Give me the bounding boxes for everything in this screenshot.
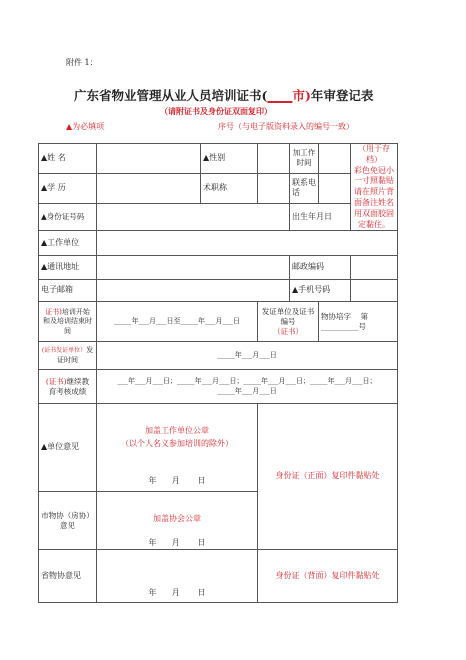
training-time-red: 证书)	[45, 307, 62, 316]
photo-note-3: 请在照片背面备注姓名	[354, 187, 394, 207]
id-number-label: ▲身份证号码	[39, 203, 97, 231]
serial-note: 序号（与电子版资料录入的编号一致）	[218, 122, 354, 131]
issue-date[interactable]: _____年___月___日	[97, 342, 398, 370]
cert-hao: __________号	[321, 321, 366, 331]
ce-label-text: 继续教	[66, 376, 90, 386]
issue-label: 发	[86, 346, 94, 355]
city-assoc-label	[39, 492, 97, 550]
issue-red: (证书发证单位）	[41, 347, 87, 355]
issue-label-2: 证时间	[57, 355, 78, 364]
training-time-label	[39, 302, 97, 342]
ce-label-text-2: 育考核成绩	[48, 386, 87, 396]
unit-seal-note-2: （以个人名义参加培训的除外）	[121, 439, 233, 449]
prov-assoc-label: 省物协意见	[39, 550, 97, 603]
email-value-cell[interactable]	[97, 280, 290, 302]
mobile-label: ▲手机号码	[290, 280, 351, 302]
gender-label: ▲性别	[201, 144, 258, 174]
photo-area	[351, 144, 398, 231]
ce-dates-line-1: ___年___月___日；_____年___月___日；_____年___月___日；_____年___月___日；	[117, 377, 377, 386]
issue-time-label	[39, 342, 97, 370]
training-time-text: 培训开始	[61, 307, 90, 316]
issuer-label-text: 发证单位及证书编号	[261, 306, 315, 326]
photo-note-4: 用双面胶固定黏住。	[354, 208, 394, 229]
issuer-label	[258, 302, 319, 342]
unit-opinion-label: ▲单位意见	[39, 404, 97, 492]
join-time-label: 加工作时间	[290, 144, 319, 174]
address-label: ▲通讯地址	[39, 256, 97, 280]
photo-note-2: 彩色免冠小一寸照黏贴	[354, 165, 394, 186]
id-number-value-cell[interactable]	[97, 203, 290, 231]
id-back-area: 身份证（背面）复印件黏贴处	[258, 550, 398, 603]
page-title	[74, 86, 373, 104]
issuer-red: （证书）	[273, 326, 303, 336]
required-note: ▲为必填项	[66, 122, 105, 131]
city-assoc-cell[interactable]	[97, 492, 258, 550]
id-front-area: 身份证（正面）复印件黏贴处	[258, 404, 398, 550]
name-value-cell[interactable]	[97, 144, 201, 174]
ce-dates-line-2: _____年___月___日	[217, 386, 277, 395]
ce-red: (证书)	[45, 376, 67, 386]
work-unit-value-cell[interactable]	[97, 231, 398, 256]
address-value-cell[interactable]	[97, 256, 290, 280]
name-label: ▲姓 名	[39, 144, 97, 174]
email-label: 电子邮箱	[39, 280, 97, 302]
unit-opinion-cell[interactable]	[97, 404, 258, 492]
title-city: 市	[292, 88, 305, 103]
cert-number[interactable]	[319, 302, 398, 342]
city-assoc-text: 市物协（房协）	[41, 510, 94, 520]
gender-value-cell[interactable]	[258, 144, 290, 174]
training-time-text-2: 和及培训结束时	[43, 317, 92, 326]
title-prefix: 广东省物业管理从业人员培训证书(	[74, 88, 268, 103]
city-assoc-date: 年 月 日	[148, 538, 206, 548]
attachment-label: 附件 1：	[66, 58, 98, 67]
unit-seal-note: 加盖工作单位公章	[145, 426, 209, 436]
mobile-value-cell[interactable]	[351, 280, 398, 302]
phone-value-cell[interactable]	[319, 173, 351, 203]
title-suffix: 年审登记表	[310, 88, 374, 103]
title-label: 术职称	[201, 173, 258, 203]
join-time-value-cell[interactable]	[319, 144, 351, 174]
page-subtitle: （请附证书及身份证双面复印）	[160, 106, 272, 116]
prov-assoc-cell[interactable]	[97, 550, 258, 603]
ce-dates[interactable]	[97, 370, 398, 404]
cert-prefix: 物协培字	[321, 311, 351, 321]
postal-code-label: 邮政编码	[290, 256, 351, 280]
city-assoc-text-2: 意见	[60, 520, 75, 530]
education-value-cell[interactable]	[97, 173, 201, 203]
title-blank: ____	[267, 88, 293, 103]
unit-opinion-date: 年 月 日	[148, 476, 206, 486]
title-value-cell[interactable]	[258, 173, 290, 203]
ce-label	[39, 370, 97, 404]
postal-code-value-cell[interactable]	[351, 256, 398, 280]
registration-form	[38, 143, 398, 603]
training-dates[interactable]: _____年___月___日至_____年___月___日	[97, 302, 258, 342]
photo-note-1: （用于存档）	[358, 144, 390, 164]
title-close: )	[304, 88, 311, 103]
phone-label: 联系电话	[290, 173, 319, 203]
education-label: ▲学 历	[39, 173, 97, 203]
work-unit-label: ▲工作单位	[39, 231, 97, 256]
cert-di: 第	[360, 311, 369, 321]
assoc-seal-note: 加盖协会公章	[153, 514, 201, 524]
birth-date-label: 出生年月日	[290, 203, 351, 231]
prov-assoc-date: 年 月 日	[148, 588, 206, 598]
training-time-text-3: 间	[64, 326, 71, 335]
